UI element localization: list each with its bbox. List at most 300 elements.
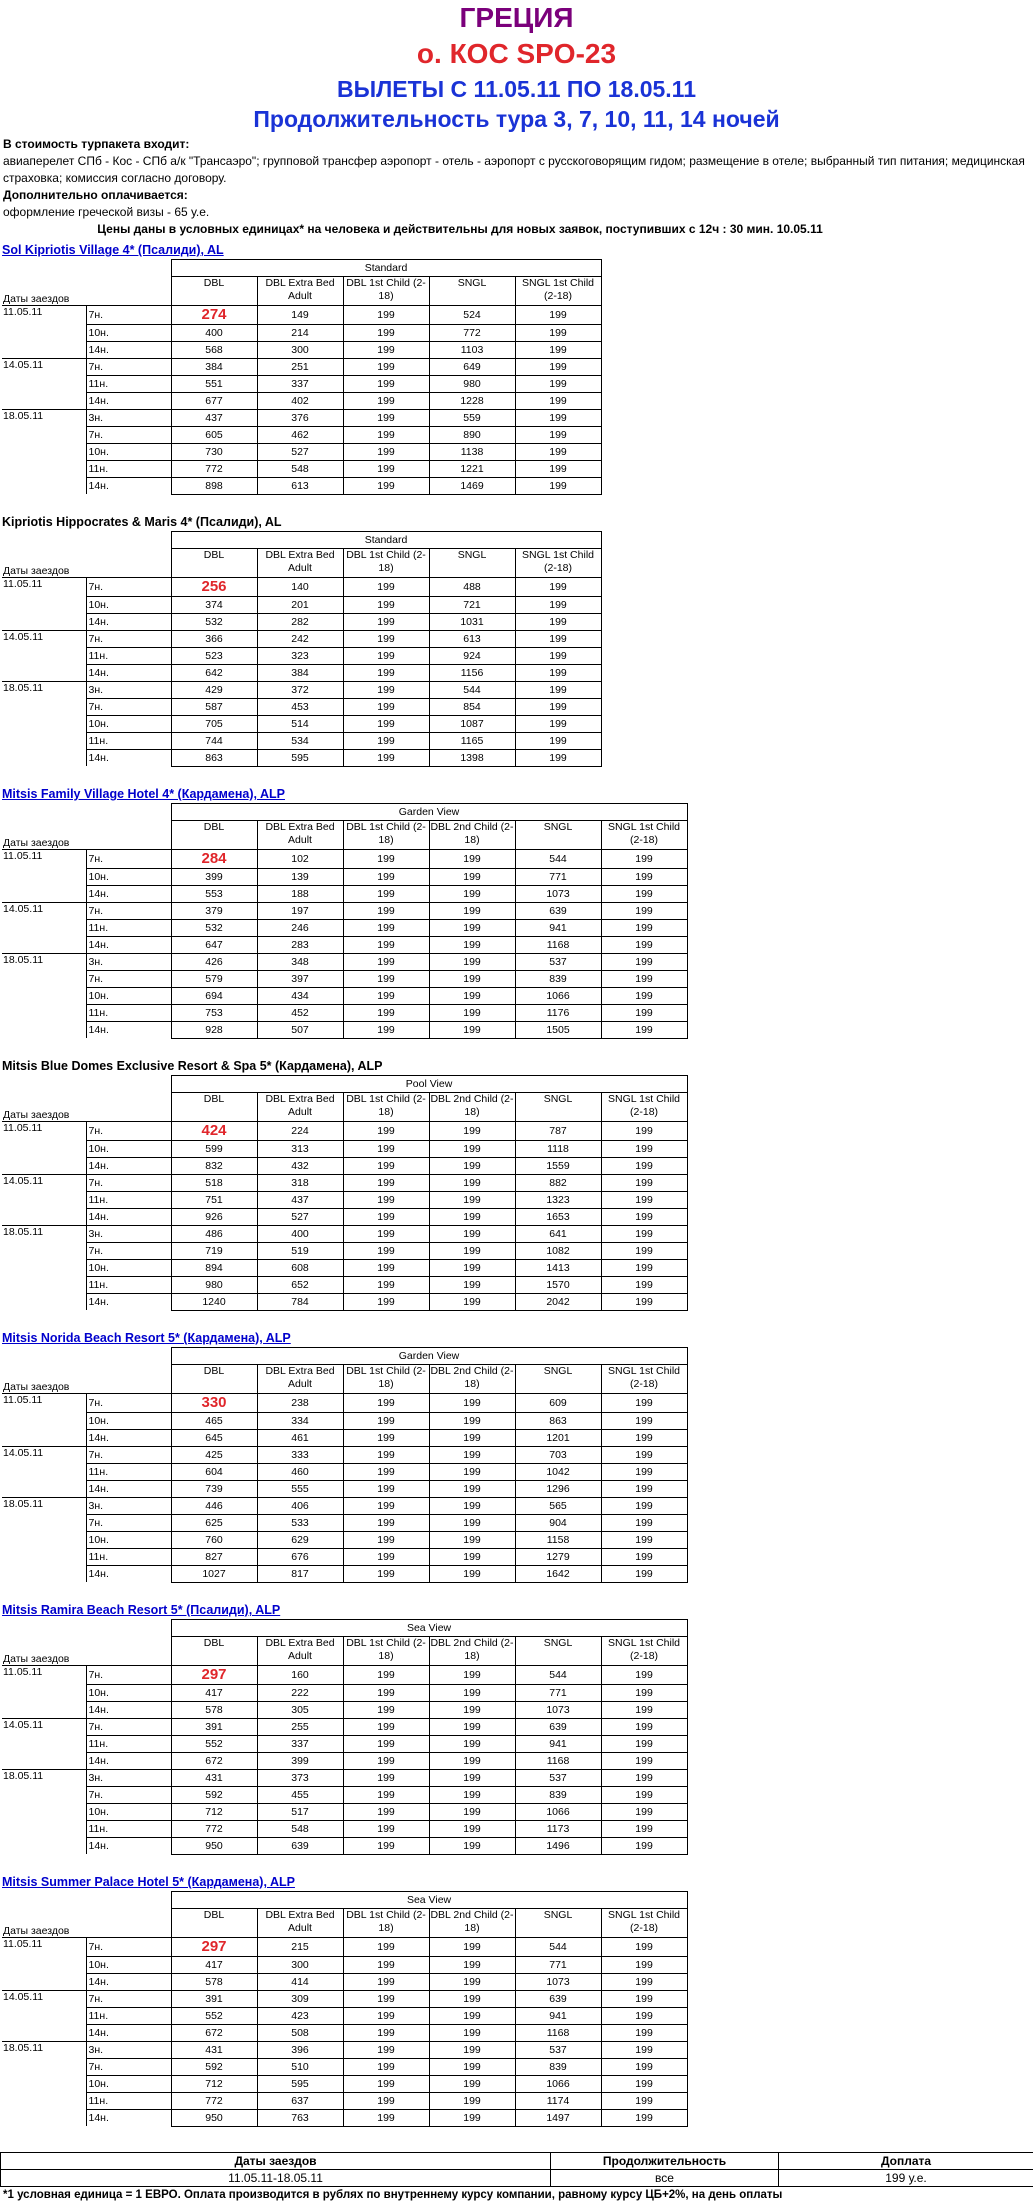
price-cell: 672: [171, 1752, 257, 1769]
table-row: [2, 1665, 687, 1684]
price-cell: 199: [429, 1293, 515, 1310]
price-cell: 376: [257, 409, 343, 426]
price-cell: 548: [257, 460, 343, 477]
info-block: [3, 136, 1033, 221]
price-cell: 609: [515, 1393, 601, 1412]
duration-cell: 7н.: [86, 630, 171, 647]
price-cell: 527: [257, 1208, 343, 1225]
price-cell: 199: [429, 1225, 515, 1242]
duration-cell: 7н.: [86, 1514, 171, 1531]
table-row: [2, 970, 687, 987]
duration-cell: 10н.: [86, 1531, 171, 1548]
duration-cell: 7н.: [86, 577, 171, 596]
price-cell: 199: [601, 1735, 687, 1752]
arrival-date: 18.05.11: [2, 681, 86, 766]
price-cell: 950: [171, 1837, 257, 1854]
included-title: В стоимость турпакета входит:: [3, 136, 1033, 153]
price-cell: 199: [343, 1191, 429, 1208]
price-cell: 199: [343, 2041, 429, 2058]
price-cell: 712: [171, 2075, 257, 2092]
price-cell: 199: [343, 1259, 429, 1276]
page-title-country: ГРЕЦИЯ: [0, 4, 1033, 36]
duration-cell: 14н.: [86, 341, 171, 358]
hotel-name-link[interactable]: Mitsis Ramira Beach Resort 5* (Псалиди), ALP: [2, 1602, 688, 1619]
column-header: SNGL 1st Child (2-18): [601, 1909, 687, 1938]
price-cell: 431: [171, 1769, 257, 1786]
duration-cell: 10н.: [86, 1684, 171, 1701]
price-cell: 256: [171, 577, 257, 596]
price-cell: 199: [429, 2058, 515, 2075]
duration-cell: 11н.: [86, 2092, 171, 2109]
table-row: [2, 305, 601, 324]
price-cell: 461: [257, 1429, 343, 1446]
table-row: [2, 732, 601, 749]
price-cell: 199: [429, 1718, 515, 1735]
arrival-date: 18.05.11: [2, 409, 86, 494]
price-cell: 199: [343, 1242, 429, 1259]
column-header: DBL 1st Child (2-18): [343, 1637, 429, 1666]
price-cell: 1066: [515, 987, 601, 1004]
price-cell: 199: [601, 2024, 687, 2041]
summary-header-surcharge: Доплата: [779, 2153, 1033, 2170]
price-cell: 677: [171, 392, 257, 409]
arrival-date: 11.05.11: [2, 1937, 86, 1990]
column-header: DBL 1st Child (2-18): [343, 1093, 429, 1122]
duration-cell: 3н.: [86, 681, 171, 698]
price-cell: 199: [343, 477, 429, 494]
duration-cell: 10н.: [86, 324, 171, 341]
price-cell: 199: [601, 1480, 687, 1497]
column-header: SNGL: [515, 1909, 601, 1938]
price-cell: 406: [257, 1497, 343, 1514]
arrival-date: 18.05.11: [2, 1497, 86, 1582]
arrival-date: 14.05.11: [2, 1990, 86, 2041]
price-cell: 817: [257, 1565, 343, 1582]
hotel-section: [2, 1058, 688, 1311]
price-cell: 199: [515, 324, 601, 341]
price-cell: 399: [257, 1752, 343, 1769]
price-cell: 199: [343, 1803, 429, 1820]
price-cell: 199: [601, 1191, 687, 1208]
price-cell: 102: [257, 849, 343, 868]
price-table: [2, 259, 602, 495]
price-cell: 537: [515, 953, 601, 970]
price-cell: 300: [257, 1956, 343, 1973]
price-cell: 199: [343, 426, 429, 443]
price-cell: 1027: [171, 1565, 257, 1582]
price-cell: 455: [257, 1786, 343, 1803]
price-cell: 199: [601, 1208, 687, 1225]
arrival-date: 11.05.11: [2, 1665, 86, 1718]
price-cell: 283: [257, 936, 343, 953]
duration-cell: 14н.: [86, 1837, 171, 1854]
duration-cell: 14н.: [86, 613, 171, 630]
duration-cell: 11н.: [86, 2007, 171, 2024]
price-cell: 199: [429, 1463, 515, 1480]
price-cell: 199: [601, 868, 687, 885]
price-cell: 199: [601, 1701, 687, 1718]
table-row: [2, 443, 601, 460]
arrival-date: 11.05.11: [2, 1393, 86, 1446]
price-cell: 199: [343, 885, 429, 902]
price-cell: 199: [429, 2075, 515, 2092]
summary-dates: 11.05.11-18.05.11: [1, 2170, 551, 2187]
price-cell: 703: [515, 1446, 601, 1463]
column-header: DBL Extra Bed Adult: [257, 821, 343, 850]
price-cell: 199: [429, 1937, 515, 1956]
price-cell: 1323: [515, 1191, 601, 1208]
table-row: [2, 1548, 687, 1565]
price-cell: 318: [257, 1174, 343, 1191]
price-cell: 1165: [429, 732, 515, 749]
price-cell: 199: [601, 1665, 687, 1684]
duration-cell: 11н.: [86, 1004, 171, 1021]
price-cell: 305: [257, 1701, 343, 1718]
column-header: DBL: [171, 1909, 257, 1938]
price-table: [2, 1891, 688, 2127]
price-cell: 188: [257, 885, 343, 902]
price-cell: 199: [343, 681, 429, 698]
price-cell: 199: [343, 1973, 429, 1990]
duration-cell: 7н.: [86, 970, 171, 987]
summary-table: [0, 2152, 1033, 2187]
arrival-date: 14.05.11: [2, 1446, 86, 1497]
price-cell: 199: [429, 1752, 515, 1769]
price-cell: 199: [343, 2058, 429, 2075]
price-cell: 199: [601, 970, 687, 987]
price-cell: 199: [343, 1393, 429, 1412]
price-cell: 1158: [515, 1531, 601, 1548]
price-cell: 199: [343, 1565, 429, 1582]
dates-label: Даты заездов: [2, 1093, 86, 1122]
price-cell: 199: [601, 1752, 687, 1769]
price-cell: 199: [601, 1412, 687, 1429]
price-cell: 744: [171, 732, 257, 749]
duration-cell: 7н.: [86, 2058, 171, 2075]
price-cell: 197: [257, 902, 343, 919]
price-cell: 426: [171, 953, 257, 970]
price-cell: 639: [515, 1718, 601, 1735]
price-cell: 645: [171, 1429, 257, 1446]
price-cell: 832: [171, 1157, 257, 1174]
price-cell: 334: [257, 1412, 343, 1429]
price-cell: 400: [171, 324, 257, 341]
price-cell: 537: [515, 2041, 601, 2058]
price-cell: 941: [515, 1735, 601, 1752]
table-row: [2, 1565, 687, 1582]
price-cell: 199: [601, 1004, 687, 1021]
price-cell: 199: [343, 1718, 429, 1735]
price-cell: 199: [343, 749, 429, 766]
dates-label: Даты заездов: [2, 1365, 86, 1394]
price-cell: 980: [171, 1276, 257, 1293]
duration-cell: 7н.: [86, 1174, 171, 1191]
price-cell: 251: [257, 358, 343, 375]
price-cell: 595: [257, 749, 343, 766]
table-row: [2, 1480, 687, 1497]
price-cell: 1073: [515, 1973, 601, 1990]
price-cell: 904: [515, 1514, 601, 1531]
duration-cell: 7н.: [86, 426, 171, 443]
table-row: [2, 1446, 687, 1463]
table-row: [2, 647, 601, 664]
price-cell: 199: [343, 1769, 429, 1786]
duration-cell: 11н.: [86, 1463, 171, 1480]
price-cell: 199: [343, 868, 429, 885]
price-cell: 608: [257, 1259, 343, 1276]
price-cell: 730: [171, 443, 257, 460]
duration-cell: 14н.: [86, 1480, 171, 1497]
price-cell: 199: [515, 715, 601, 732]
table-row: [2, 426, 601, 443]
price-cell: 199: [429, 1786, 515, 1803]
price-cell: 199: [343, 596, 429, 613]
price-cell: 1173: [515, 1820, 601, 1837]
price-cell: 595: [257, 2075, 343, 2092]
price-cell: 1228: [429, 392, 515, 409]
price-cell: 604: [171, 1463, 257, 1480]
price-cell: 452: [257, 1004, 343, 1021]
price-cell: 1496: [515, 1837, 601, 1854]
price-cell: 544: [515, 1665, 601, 1684]
price-cell: 199: [429, 1769, 515, 1786]
column-header: DBL Extra Bed Adult: [257, 1093, 343, 1122]
duration-cell: 14н.: [86, 1565, 171, 1582]
price-cell: 199: [343, 1531, 429, 1548]
price-cell: 712: [171, 1803, 257, 1820]
arrival-date: 14.05.11: [2, 1174, 86, 1225]
table-row: [2, 902, 687, 919]
summary-block: [0, 2152, 1033, 2201]
price-cell: 926: [171, 1208, 257, 1225]
price-cell: 642: [171, 664, 257, 681]
price-cell: 199: [515, 426, 601, 443]
hotel-name: Kipriotis Hippocrates & Maris 4* (Псалиди), AL: [2, 514, 602, 531]
price-cell: 1073: [515, 885, 601, 902]
price-cell: 300: [257, 341, 343, 358]
column-header: SNGL 1st Child (2-18): [601, 1637, 687, 1666]
duration-cell: 10н.: [86, 987, 171, 1004]
price-cell: 1413: [515, 1259, 601, 1276]
price-cell: 533: [257, 1514, 343, 1531]
table-row: [2, 681, 601, 698]
price-cell: 613: [257, 477, 343, 494]
price-cell: 199: [601, 1140, 687, 1157]
duration-cell: 3н.: [86, 2041, 171, 2058]
price-cell: 199: [601, 1820, 687, 1837]
price-table: [2, 803, 688, 1039]
price-cell: 139: [257, 868, 343, 885]
price-cell: 1066: [515, 1803, 601, 1820]
price-cell: 199: [343, 1548, 429, 1565]
price-cell: 890: [429, 426, 515, 443]
price-cell: 199: [343, 1140, 429, 1157]
price-cell: 199: [343, 1446, 429, 1463]
price-cell: 199: [343, 358, 429, 375]
price-cell: 592: [171, 1786, 257, 1803]
price-cell: 199: [343, 305, 429, 324]
duration-cell: 7н.: [86, 1242, 171, 1259]
table-row: [2, 1514, 687, 1531]
price-cell: 639: [515, 1990, 601, 2007]
duration-cell: 3н.: [86, 1497, 171, 1514]
price-cell: 199: [343, 1463, 429, 1480]
duration-cell: 14н.: [86, 1429, 171, 1446]
price-cell: 199: [343, 1820, 429, 1837]
price-cell: 199: [429, 1973, 515, 1990]
price-cell: 199: [429, 1121, 515, 1140]
table-row: [2, 375, 601, 392]
price-cell: 199: [343, 392, 429, 409]
column-header: DBL 1st Child (2-18): [343, 821, 429, 850]
price-cell: 348: [257, 953, 343, 970]
column-header: DBL 1st Child (2-18): [343, 1909, 429, 1938]
table-row: [2, 1803, 687, 1820]
price-cell: 423: [257, 2007, 343, 2024]
price-cell: 199: [515, 681, 601, 698]
duration-cell: 7н.: [86, 698, 171, 715]
hotel-name-link[interactable]: Sol Kipriotis Village 4* (Псалиди), AL: [2, 242, 602, 259]
price-cell: 676: [257, 1548, 343, 1565]
duration-cell: 7н.: [86, 1718, 171, 1735]
table-row: [2, 1497, 687, 1514]
price-cell: 199: [429, 1393, 515, 1412]
duration-cell: 10н.: [86, 715, 171, 732]
price-cell: 639: [257, 1837, 343, 1854]
price-cell: 199: [343, 953, 429, 970]
price-cell: 519: [257, 1242, 343, 1259]
price-cell: 199: [343, 2109, 429, 2126]
price-cell: 431: [171, 2041, 257, 2058]
price-cell: 199: [429, 970, 515, 987]
price-cell: 760: [171, 1531, 257, 1548]
price-cell: 199: [429, 1565, 515, 1582]
price-cell: 1168: [515, 936, 601, 953]
price-cell: 429: [171, 681, 257, 698]
price-cell: 199: [343, 2075, 429, 2092]
table-row: [2, 2007, 687, 2024]
price-cell: 199: [515, 647, 601, 664]
price-cell: 384: [257, 664, 343, 681]
table-row: [2, 1990, 687, 2007]
price-cell: 625: [171, 1514, 257, 1531]
price-cell: 199: [601, 1684, 687, 1701]
hotel-name-link[interactable]: Mitsis Family Village Hotel 4* (Кардамена), ALP: [2, 786, 688, 803]
column-header: DBL Extra Bed Adult: [257, 1637, 343, 1666]
price-cell: 199: [601, 1565, 687, 1582]
duration-cell: 11н.: [86, 732, 171, 749]
price-cell: 578: [171, 1973, 257, 1990]
duration-cell: 14н.: [86, 885, 171, 902]
price-cell: 199: [343, 443, 429, 460]
price-cell: 224: [257, 1121, 343, 1140]
table-row: [2, 1276, 687, 1293]
duration-cell: 10н.: [86, 443, 171, 460]
price-cell: 434: [257, 987, 343, 1004]
price-cell: 313: [257, 1140, 343, 1157]
column-header: DBL Extra Bed Adult: [257, 277, 343, 306]
duration-cell: 14н.: [86, 1157, 171, 1174]
price-cell: 199: [343, 647, 429, 664]
column-header: SNGL 1st Child (2-18): [601, 821, 687, 850]
price-cell: 199: [601, 1514, 687, 1531]
room-type: Sea View: [171, 1620, 687, 1637]
price-cell: 199: [429, 2092, 515, 2109]
price-cell: 199: [601, 1990, 687, 2007]
price-cell: 199: [429, 1803, 515, 1820]
price-cell: 199: [429, 1837, 515, 1854]
price-cell: 1570: [515, 1276, 601, 1293]
price-cell: 238: [257, 1393, 343, 1412]
price-cell: 763: [257, 2109, 343, 2126]
price-cell: 199: [343, 1786, 429, 1803]
price-cell: 199: [429, 1021, 515, 1038]
price-cell: 199: [343, 1293, 429, 1310]
price-cell: 1398: [429, 749, 515, 766]
price-cell: 199: [343, 902, 429, 919]
price-cell: 551: [171, 375, 257, 392]
price-cell: 578: [171, 1701, 257, 1718]
table-row: [2, 1820, 687, 1837]
price-cell: 629: [257, 1531, 343, 1548]
hotel-name-link[interactable]: Mitsis Norida Beach Resort 5* (Кардамена), ALP: [2, 1330, 688, 1347]
price-cell: 641: [515, 1225, 601, 1242]
price-cell: 199: [515, 596, 601, 613]
price-cell: 199: [515, 630, 601, 647]
hotel-name-link[interactable]: Mitsis Summer Palace Hotel 5* (Кардамена), ALP: [2, 1874, 688, 1891]
arrival-date: 11.05.11: [2, 1121, 86, 1174]
duration-cell: 7н.: [86, 1786, 171, 1803]
price-cell: 373: [257, 1769, 343, 1786]
column-header: DBL: [171, 277, 257, 306]
table-row: [2, 1837, 687, 1854]
price-cell: 863: [515, 1412, 601, 1429]
price-cell: 391: [171, 1990, 257, 2007]
price-cell: 199: [601, 1242, 687, 1259]
price-table: [2, 1075, 688, 1311]
price-cell: 199: [429, 868, 515, 885]
price-cell: 199: [343, 1837, 429, 1854]
price-cell: 199: [343, 1684, 429, 1701]
price-cell: 372: [257, 681, 343, 698]
price-cell: 274: [171, 305, 257, 324]
price-cell: 199: [429, 2007, 515, 2024]
price-cell: 199: [343, 630, 429, 647]
price-cell: 486: [171, 1225, 257, 1242]
price-cell: 374: [171, 596, 257, 613]
price-cell: 199: [515, 392, 601, 409]
summary-surcharge: 199 у.е.: [779, 2170, 1033, 2187]
price-cell: 199: [429, 849, 515, 868]
price-cell: 199: [601, 849, 687, 868]
arrival-date: 18.05.11: [2, 1225, 86, 1310]
price-cell: 199: [343, 1276, 429, 1293]
price-cell: 199: [429, 902, 515, 919]
price-cell: 613: [429, 630, 515, 647]
column-header: DBL 2nd Child (2-18): [429, 1637, 515, 1666]
price-cell: 199: [343, 1514, 429, 1531]
table-row: [2, 1140, 687, 1157]
table-row: [2, 1769, 687, 1786]
price-cell: 1031: [429, 613, 515, 630]
price-cell: 460: [257, 1463, 343, 1480]
summary-duration: все: [551, 2170, 779, 2187]
price-cell: 1221: [429, 460, 515, 477]
price-cell: 199: [515, 358, 601, 375]
price-table: [2, 1619, 688, 1855]
price-cell: 199: [343, 1225, 429, 1242]
duration-cell: 7н.: [86, 1990, 171, 2007]
